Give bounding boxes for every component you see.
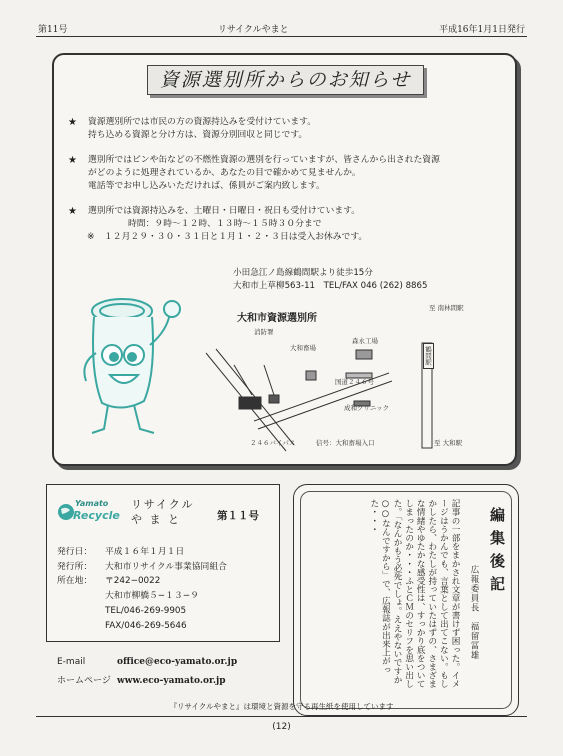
notice-title: 資源選別所からのお知らせ bbox=[147, 65, 424, 95]
afterword-text: 記事の一部をまかされ文章が書けず困った。イメージはうかんでも、言葉として出てこない。もしかしたら、わたしが持っていたはずの、さまざまな情緒やゆたかな感受性は、すっかり底をついてしまったのか・・・ふとＣＭのセリフを思い出した。「なんかもう必死でしょ。ええやないですか○○なんですから」で、広報誌が出来上がった・・・ bbox=[368, 499, 460, 689]
notice-item-4: １２月２９・３０・３１日と１月１・２・３日は受入お休みです。 bbox=[104, 232, 368, 242]
facility-building bbox=[239, 397, 261, 409]
map-label-market: 大和畜場 bbox=[290, 344, 316, 352]
info-row: 所在地： 〒242−0022 bbox=[57, 576, 161, 586]
yamato-recycle-logo bbox=[57, 499, 121, 525]
notice-box bbox=[52, 53, 517, 466]
email-row bbox=[57, 657, 237, 667]
map-label-fire-station: 消防署 bbox=[254, 328, 274, 336]
logo-text-top: Yamato bbox=[75, 499, 109, 508]
map-label-yamato-station: 至 大和駅 bbox=[434, 439, 463, 447]
logo-text-bottom: Recycle bbox=[73, 509, 120, 522]
afterword-author: 広報委員長 福留冨雄 bbox=[469, 565, 479, 660]
web-label: ホームページ bbox=[57, 676, 111, 686]
web-row bbox=[57, 673, 226, 686]
info-title: リサイクル や ま と bbox=[131, 498, 195, 526]
info-row: 発行所： 大和市リサイクル事業協同組合 bbox=[57, 562, 227, 572]
info-row: 大和市柳橋５−１３−９ bbox=[105, 591, 199, 601]
header-publication: リサイクルやまと bbox=[217, 25, 289, 35]
access-text: 小田急江ノ島線鶴間駅より徒歩15分 bbox=[233, 268, 373, 278]
recycled-paper-note: 『リサイクルやまと』は環境と資源を守る再生紙を使用しています bbox=[169, 702, 394, 711]
header-rule bbox=[36, 36, 527, 37]
note-mark: ※ bbox=[87, 232, 95, 242]
star-icon: ★ bbox=[68, 155, 77, 166]
map-label-signal: 信号：大和畜場入口 bbox=[316, 439, 375, 447]
access-info bbox=[233, 267, 427, 293]
email-label: E-mail bbox=[57, 657, 86, 667]
star-icon: ★ bbox=[68, 117, 77, 128]
publisher-info-box bbox=[46, 484, 280, 642]
header-date: 平成16年1月1日発行 bbox=[439, 25, 525, 35]
page-number: (12) bbox=[272, 722, 291, 732]
can-mascot-illustration bbox=[72, 283, 207, 443]
info-row: 発行日： 平成１６年１月１日 bbox=[57, 547, 185, 557]
map-label-tsuruma: 鶴間駅 bbox=[423, 343, 434, 369]
page-header bbox=[38, 22, 525, 36]
facility-name: 大和市資源選別所 bbox=[237, 313, 317, 324]
map-label-minamirinkan: 至 南林間駅 bbox=[429, 304, 464, 312]
info-issue: 第１１号 bbox=[217, 510, 259, 522]
address-text: 大和市上草柳563-11 TEL/FAX 046 (262) 8865 bbox=[233, 281, 428, 291]
info-row: FAX/046-269-5646 bbox=[105, 621, 187, 631]
map-label-seiwa: 成和クリニック bbox=[344, 404, 390, 412]
map-label-route246: 国道２４６号 bbox=[335, 378, 374, 386]
afterword-title: 編集後記 bbox=[488, 507, 506, 599]
notice-item-2: 選別所ではビンや缶などの不燃性資源の選別を行っていますが、皆さんから出された資源 がどのように処理されているか、あなたの目で確かめて見ませんか。 電話等でお申し込みいただければ、係員がご案内致します。 bbox=[88, 155, 440, 191]
star-icon: ★ bbox=[68, 206, 77, 217]
notice-item-3: 選別所では資源持込みを、土曜日・日曜日・祝日も受付けています。 時間：９時～１２時、１３時～１５時３０分まで bbox=[88, 206, 361, 229]
info-row: TEL/046-269-9905 bbox=[105, 606, 187, 616]
map-label-bypass: ２４６バイパス bbox=[250, 439, 296, 447]
header-issue: 第11号 bbox=[38, 25, 68, 35]
afterword-box bbox=[293, 484, 519, 716]
email-link[interactable]: office@eco-yamato.or.jp bbox=[117, 657, 238, 667]
notice-item-1: 資源選別所では市民の方の資源持込みを受付けています。 持ち込める資源と分け方は、資源分別回収と同じです。 bbox=[88, 117, 317, 140]
map-label-morinaga: 森永工場 bbox=[352, 337, 378, 345]
web-link[interactable]: www.eco-yamato.or.jp bbox=[117, 676, 226, 686]
footer-rule bbox=[36, 716, 527, 717]
